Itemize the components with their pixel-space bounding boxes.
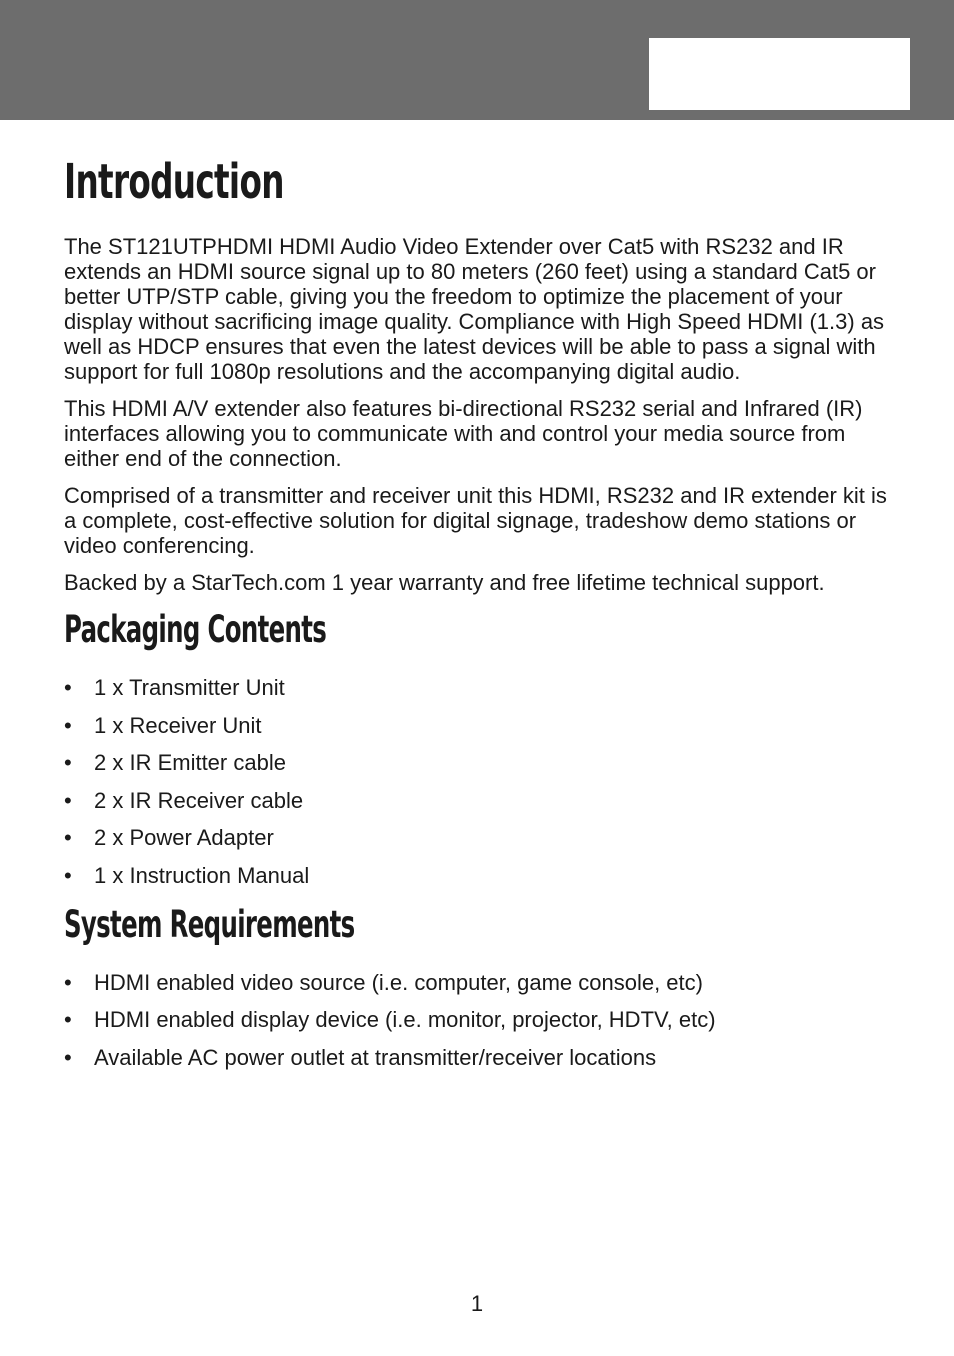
bullet-icon: •: [64, 675, 72, 700]
bullet-icon: •: [64, 969, 72, 995]
bullet-icon: •: [64, 862, 72, 888]
list-item-text: 2 x IR Receiver cable: [94, 787, 304, 813]
intro-paragraph: Backed by a StarTech.com 1 year warranty and free lifetime technical support.: [64, 570, 825, 595]
bullet-icon: •: [64, 825, 72, 850]
packaging-heading: Packaging Contents: [64, 608, 327, 651]
list-item: [64, 788, 894, 813]
bullet-icon: •: [64, 1007, 72, 1032]
list-item-text: 1 x Transmitter Unit: [94, 675, 285, 700]
list-item: [64, 675, 894, 700]
list-item-text: Available AC power outlet at transmitter/receiver locations: [94, 1044, 657, 1070]
list-item: [64, 1007, 894, 1032]
list-item-text: HDMI enabled video source (i.e. computer, game console, etc): [94, 969, 703, 995]
list-item-text: 1 x Instruction Manual: [94, 862, 310, 888]
header-logo-box: [649, 38, 910, 110]
bullet-icon: •: [64, 712, 72, 738]
packaging-list: [64, 675, 894, 888]
list-item: [64, 750, 894, 775]
list-item-text: 2 x Power Adapter: [94, 825, 274, 850]
list-item: [64, 863, 894, 888]
page-number: 1: [470, 1291, 484, 1316]
list-item-text: 2 x IR Emitter cable: [94, 750, 286, 775]
intro-heading: Introduction: [64, 154, 284, 210]
page-content: [64, 150, 894, 1082]
bullet-icon: •: [64, 787, 72, 813]
intro-paragraph: The ST121UTPHDMI HDMI Audio Video Extender over Cat5 with RS232 and IR extends an HDMI source signal up to 80 meters (260 feet) using a standard Cat5 or better UTP/STP cable, giving you the freedom to optimize the placement of your display without sacrificing image quality. Compliance with High Speed HDMI (1.3) as well as HDCP ensures that even the latest devices will be able to pass a signal with support for full 1080p resolutions and the accompanying digital audio.: [64, 234, 885, 384]
list-item-text: HDMI enabled display device (i.e. monitor, projector, HDTV, etc): [94, 1007, 716, 1032]
list-item: [64, 970, 894, 995]
list-item: [64, 1045, 894, 1070]
intro-paragraph: This HDMI A/V extender also features bi-directional RS232 serial and Infrared (IR) interfaces allowing you to communicate with and control your media source from either end of the connection.: [64, 396, 863, 471]
intro-body: [64, 234, 894, 595]
list-item: [64, 825, 894, 850]
intro-paragraph: Comprised of a transmitter and receiver unit this HDMI, RS232 and IR extender kit is a complete, cost-effective solution for digital signage, tradeshow demo stations or video conferencing.: [64, 483, 887, 558]
list-item: [64, 713, 894, 738]
list-item-text: 1 x Receiver Unit: [94, 712, 262, 738]
bullet-icon: •: [64, 1044, 72, 1070]
bullet-icon: •: [64, 750, 72, 775]
requirements-heading: System Requirements: [64, 902, 355, 946]
requirements-list: [64, 970, 894, 1070]
